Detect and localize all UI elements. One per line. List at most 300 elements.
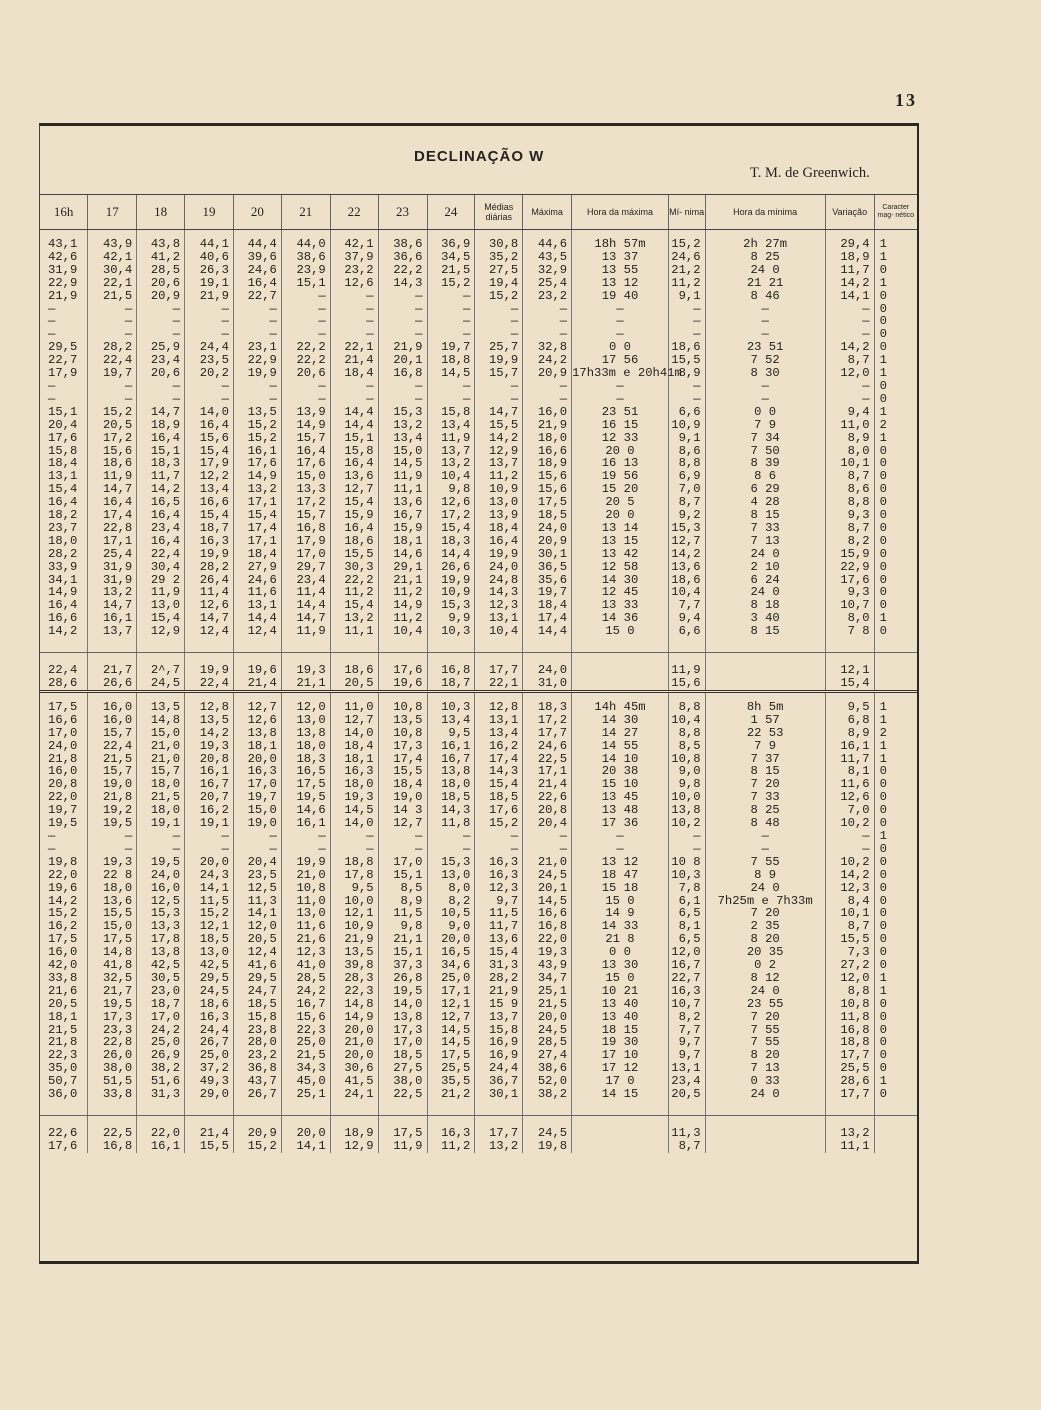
table-cell: 0 [874,1062,917,1075]
table-cell: 24,5 [523,1024,572,1037]
table-row [40,561,917,574]
table-cell: — [185,303,234,316]
table-cell: 17,9 [281,535,330,548]
table-cell: 13,9 [475,509,523,522]
table-cell: 13,6 [668,561,705,574]
table-cell: 21,1 [378,933,427,946]
table-cell: — [281,290,330,303]
table-cell: 3 40 [705,612,825,625]
table-cell: 26,3 [185,264,234,277]
table-cell: 29,0 [185,1088,234,1101]
table-cell: 19,5 [378,985,427,998]
table-cell: 33,9 [48,559,78,574]
table-row [40,419,917,432]
spacer-cell [572,1101,669,1116]
table-row [40,509,917,522]
table-cell: 11,5 [475,907,523,920]
table-cell: 10,9 [427,586,475,599]
table-cell: 8,2 [427,895,475,908]
table-cell: 7 37 [705,753,825,766]
table-cell: 15,4 [137,612,185,625]
table-cell: 0 [874,496,917,509]
spacer-cell [705,1116,825,1128]
table-cell: 24,0 [48,738,78,753]
spacer-cell [523,1101,572,1116]
table-cell: 42,5 [185,959,234,972]
table-cell: 14,5 [523,895,572,908]
table-cell: 1 [874,354,917,367]
table-cell: 14,1 [234,907,282,920]
table-cell: 0 [874,843,917,856]
table-cell: 24,3 [185,869,234,882]
table-cell: 10 21 [572,985,669,998]
table-cell: 16,9 [475,1036,523,1049]
table-cell: 26,9 [137,1049,185,1062]
table-cell: 17,0 [137,1011,185,1024]
table-cell: 18,5 [475,791,523,804]
table-cell: 15,2 [88,406,137,419]
table-cell [572,1140,669,1153]
table-cell: — [427,830,475,843]
table-cell: 17,9 [185,457,234,470]
table-cell: 0 [874,804,917,817]
table-cell: 22,0 [48,867,78,882]
table-cell: 22,4 [48,663,78,678]
table-cell: 28,5 [281,972,330,985]
table-cell: 15,1 [378,946,427,959]
table-cell: 16,2 [48,919,78,934]
table-cell: — [234,843,282,856]
table-row [40,535,917,548]
table-cell: 19,7 [523,586,572,599]
table-cell: 8,7 [825,354,874,367]
spacer-cell [137,638,185,653]
table-cell [874,677,917,691]
table-cell: 13 15 [572,535,669,548]
table-cell: 18,6 [88,457,137,470]
table-cell: 44,0 [281,238,330,251]
table-cell: 21,6 [48,983,78,998]
table-cell: 15,4 [185,509,234,522]
spacer-cell [572,653,669,665]
table-cell: 14,2 [825,277,874,290]
table-cell: 24,1 [330,1088,378,1101]
spacer-cell [572,638,669,653]
table-cell: 22,4 [88,740,137,753]
table-cell: 1 [874,251,917,264]
spacer-cell [523,638,572,653]
table-cell: 23,4 [281,574,330,587]
table-cell: — [185,830,234,843]
table-cell: 24,6 [523,740,572,753]
table-cell: 21,5 [137,791,185,804]
table-cell: 18,1 [378,535,427,548]
table-cell: 32,8 [523,341,572,354]
table-cell: 42,5 [137,959,185,972]
table-cell: 14,4 [281,599,330,612]
table-cell: 8,0 [427,882,475,895]
table-cell: 35,5 [427,1075,475,1088]
table-cell: 22,1 [475,677,523,691]
table-cell: 43,7 [234,1075,282,1088]
table-cell: 13 55 [572,264,669,277]
table-cell: 15,6 [523,470,572,483]
table-cell: 45,0 [281,1075,330,1088]
table-cell: 18,1 [234,740,282,753]
table-cell: 16,6 [185,496,234,509]
table-cell: 16,7 [281,998,330,1011]
table-cell: 15,7 [281,432,330,445]
table-cell: 14 30 [572,714,669,727]
table-cell: 17,5 [523,496,572,509]
table-cell: 18h 57m [572,238,669,251]
table-cell: 13,0 [475,496,523,509]
table-cell: 22,3 [330,985,378,998]
table-cell: 0 [874,599,917,612]
spacer-cell [668,638,705,653]
table-cell: 8 15 [705,625,825,638]
table-cell: 22,0 [137,1127,185,1140]
table-cell: 9,7 [475,895,523,908]
table-cell: 14,2 [48,624,78,639]
column-header: 20 [234,195,282,230]
table-cell: 16,3 [668,985,705,998]
table-cell: 43,9 [523,959,572,972]
table-cell: 10,9 [475,483,523,496]
table-cell: 0 [874,778,917,791]
table-cell: 14,7 [281,612,330,625]
table-cell: 11,2 [427,1140,475,1153]
table-row [40,251,917,264]
table-cell: 15,4 [185,445,234,458]
table-cell: — [572,315,669,328]
table-cell: 15,1 [330,432,378,445]
column-header: Mí- nima [668,195,705,230]
table-cell: 14 33 [572,920,669,933]
table-cell: — [234,303,282,316]
table-cell: 36,7 [475,1075,523,1088]
table-cell: 34,7 [523,972,572,985]
table-cell: 23,1 [234,341,282,354]
table-cell: 19,7 [88,367,137,380]
table-cell: 15,2 [48,906,78,921]
table-cell: 0 [874,1024,917,1037]
table-cell: — [427,290,475,303]
table-cell: 10,1 [825,457,874,470]
table-cell: 30,8 [475,238,523,251]
table-cell: 38,2 [523,1088,572,1101]
table-cell: — [705,315,825,328]
table-cell: 42,6 [48,249,78,264]
table-cell: 16,6 [48,712,78,727]
table-cell: 21,9 [475,985,523,998]
table-row [40,522,917,535]
table-cell: — [281,380,330,393]
table-cell: 18,5 [234,998,282,1011]
table-cell: 38,6 [523,1062,572,1075]
spacer-cell [378,638,427,653]
table-cell: 11,4 [185,586,234,599]
table-cell: 43,9 [88,238,137,251]
table-cell: 15 0 [572,895,669,908]
table-cell: 22,6 [48,1126,78,1140]
table-cell: — [137,380,185,393]
table-cell: 17,0 [378,1036,427,1049]
table-cell: 15,2 [234,432,282,445]
table-cell: — [668,328,705,341]
table-cell: 19,0 [378,791,427,804]
table-cell: 42,0 [48,958,78,973]
table-cell: — [281,843,330,856]
table-cell: 20 38 [572,765,669,778]
table-cell: 19,2 [88,804,137,817]
table-cell: 15,5 [88,907,137,920]
table-cell: 13 37 [572,251,669,264]
table-cell: 20,0 [523,1011,572,1024]
table-cell: 15,8 [475,1024,523,1037]
table-row [40,959,917,972]
table-cell: 7,0 [668,483,705,496]
spacer-cell [330,1101,378,1116]
table-cell: 15,9 [378,522,427,535]
table-cell: 22,4 [88,354,137,367]
table-cell: 19,6 [48,880,78,895]
table-cell: 18,4 [48,456,78,471]
table-cell: 12,0 [825,367,874,380]
table-cell: 20 0 [572,509,669,522]
table-cell: — [572,380,669,393]
table-cell: 17,8 [137,933,185,946]
table-cell: 22,8 [88,522,137,535]
table-cell: 10,4 [668,714,705,727]
table-cell: 10,2 [825,856,874,869]
table-cell: 28,2 [48,546,78,561]
table-cell: 15,4 [330,496,378,509]
table-cell: 19 30 [572,1036,669,1049]
table-cell: 20,5 [330,677,378,691]
table-cell: 8,8 [825,985,874,998]
table-cell: 17,3 [88,1011,137,1024]
table-cell: 27,5 [378,1062,427,1075]
table-cell: 6,6 [668,625,705,638]
table-cell: 17,1 [88,535,137,548]
table-cell: 14,7 [137,406,185,419]
table-cell: 24,0 [137,869,185,882]
table-cell: 0 [874,380,917,393]
table-cell: 13,7 [475,1011,523,1024]
table-cell: 0 0 [572,946,669,959]
table-cell: 27,2 [825,959,874,972]
table-cell: 16,5 [137,496,185,509]
table-cell: 15,2 [234,1140,282,1153]
table-cell: 20,6 [137,367,185,380]
table-cell: 24,4 [185,1024,234,1037]
table-cell: — [523,303,572,316]
table-cell: 18,4 [234,548,282,561]
table-cell: — [378,315,427,328]
table-cell: 14,2 [48,893,78,908]
table-cell: 15,6 [185,432,234,445]
table-cell: 17,5 [88,933,137,946]
table-cell: 16,4 [88,496,137,509]
table-cell: 0 [874,1088,917,1101]
table-cell: 17,5 [427,1049,475,1062]
table-cell: — [234,830,282,843]
table-cell: 43,8 [137,238,185,251]
table-cell: 16,5 [427,946,475,959]
table-cell: 8,6 [668,445,705,458]
table-cell: 10,8 [378,727,427,740]
table-cell: 14,6 [281,804,330,817]
table-cell: 19,3 [281,664,330,677]
table-cell: 18,5 [185,933,234,946]
table-cell: 9,8 [378,920,427,933]
table-cell: 21,5 [523,998,572,1011]
table-cell: 30,1 [523,548,572,561]
table-cell: 0 [874,920,917,933]
column-header: Máxima [523,195,572,230]
table-cell: — [705,393,825,406]
table-cell: 38,6 [378,238,427,251]
table-cell: 31,3 [475,959,523,972]
table-cell: 15,2 [668,238,705,251]
spacer-cell [825,1101,874,1116]
table-cell: 35,6 [523,574,572,587]
table-cell: 16,4 [137,535,185,548]
table-cell: — [705,303,825,316]
table-cell: — [668,303,705,316]
table-cell: 7 33 [705,522,825,535]
table-cell: 38,2 [137,1062,185,1075]
table-cell: — [475,315,523,328]
spacer-row [40,1101,917,1116]
table-cell: 16,8 [523,920,572,933]
table-cell: 1 [874,753,917,766]
table-cell: — [378,830,427,843]
table-cell: 19,0 [88,778,137,791]
table-cell: 18,8 [427,354,475,367]
table-cell: 7 9 [705,419,825,432]
table-cell: 25,4 [523,277,572,290]
table-cell: 19,1 [185,817,234,830]
table-cell: 9,5 [330,882,378,895]
table-cell: 19,5 [137,856,185,869]
table-cell: 13 45 [572,791,669,804]
table-cell: 0 [874,765,917,778]
table-cell: 14,9 [48,585,78,600]
table-cell: 18,0 [137,804,185,817]
table-cell: 0 [874,1036,917,1049]
table-row [40,714,917,727]
table-cell: 23,2 [330,264,378,277]
table-cell: — [378,843,427,856]
column-header: Médias diárias [475,195,523,230]
table-cell: — [427,315,475,328]
table-cell: 20,8 [523,804,572,817]
table-cell: 28,6 [40,677,88,691]
table-cell: — [330,830,378,843]
table-cell: 16,4 [48,598,78,613]
column-header: 18 [137,195,185,230]
spacer-cell [705,1101,825,1116]
table-cell: 21,5 [427,264,475,277]
table-cell: — [378,393,427,406]
table-cell: 23,0 [137,985,185,998]
table-cell: 8,8 [668,457,705,470]
table-cell: 21,5 [281,1049,330,1062]
table-cell: 28,5 [523,1036,572,1049]
table-cell: 10,8 [825,998,874,1011]
table-cell: 12 33 [572,432,669,445]
table-cell: — [427,328,475,341]
table-cell: 2h 27m [705,238,825,251]
table-row [40,740,917,753]
table-cell: 18,4 [523,599,572,612]
table-cell: 12,8 [185,701,234,714]
table-cell: 16,3 [185,1011,234,1024]
table-cell: — [427,380,475,393]
table-cell: 8,9 [825,432,874,445]
table-cell: 16,4 [234,277,282,290]
table-cell: 0 2 [705,959,825,972]
table-cell: — [48,391,56,406]
spacer-cell [234,1101,282,1116]
table-cell: 17 36 [572,817,669,830]
table-cell: 26,7 [185,1036,234,1049]
table-cell: 15,2 [185,907,234,920]
table-cell: 19,8 [523,1140,572,1153]
table-cell: 18 15 [572,1024,669,1037]
table-cell: 26,8 [378,972,427,985]
table-cell: 22 8 [88,869,137,882]
table-cell: 1 [874,406,917,419]
spacer-cell [40,1101,88,1116]
table-cell: 39,8 [330,959,378,972]
table-cell: 12,5 [234,882,282,895]
table-cell: 8 25 [705,804,825,817]
table-cell: 8,7 [825,920,874,933]
table-cell: 34,5 [427,251,475,264]
table-cell: 15,5 [330,548,378,561]
table-cell: 29 2 [137,574,185,587]
table-cell: — [137,315,185,328]
table-cell: 1 [874,701,917,714]
table-cell: 38,0 [378,1075,427,1088]
table-cell: 1 57 [705,714,825,727]
table-cell: 17,0 [378,856,427,869]
table-cell: 1 [874,1075,917,1088]
table-cell: 24,5 [185,985,234,998]
table-row [40,406,917,419]
table-row [40,998,917,1011]
table-cell: 0 [874,445,917,458]
table-cell: 20,7 [185,791,234,804]
table-cell: 40,6 [185,251,234,264]
table-cell: 27,5 [475,264,523,277]
table-cell: 15,6 [281,1011,330,1024]
table-cell: 20,4 [48,417,78,432]
table-cell: 17,1 [234,535,282,548]
table-cell: — [330,393,378,406]
table-cell: 10,9 [668,419,705,432]
table-cell: 13,2 [427,457,475,470]
table-cell: 7 55 [705,1024,825,1037]
table-cell: 22,7 [668,972,705,985]
table-cell: 15,2 [234,419,282,432]
table-cell: 16,1 [185,765,234,778]
table-cell: 18,7 [427,677,475,691]
table-title: DECLINAÇÃO W [414,148,545,165]
